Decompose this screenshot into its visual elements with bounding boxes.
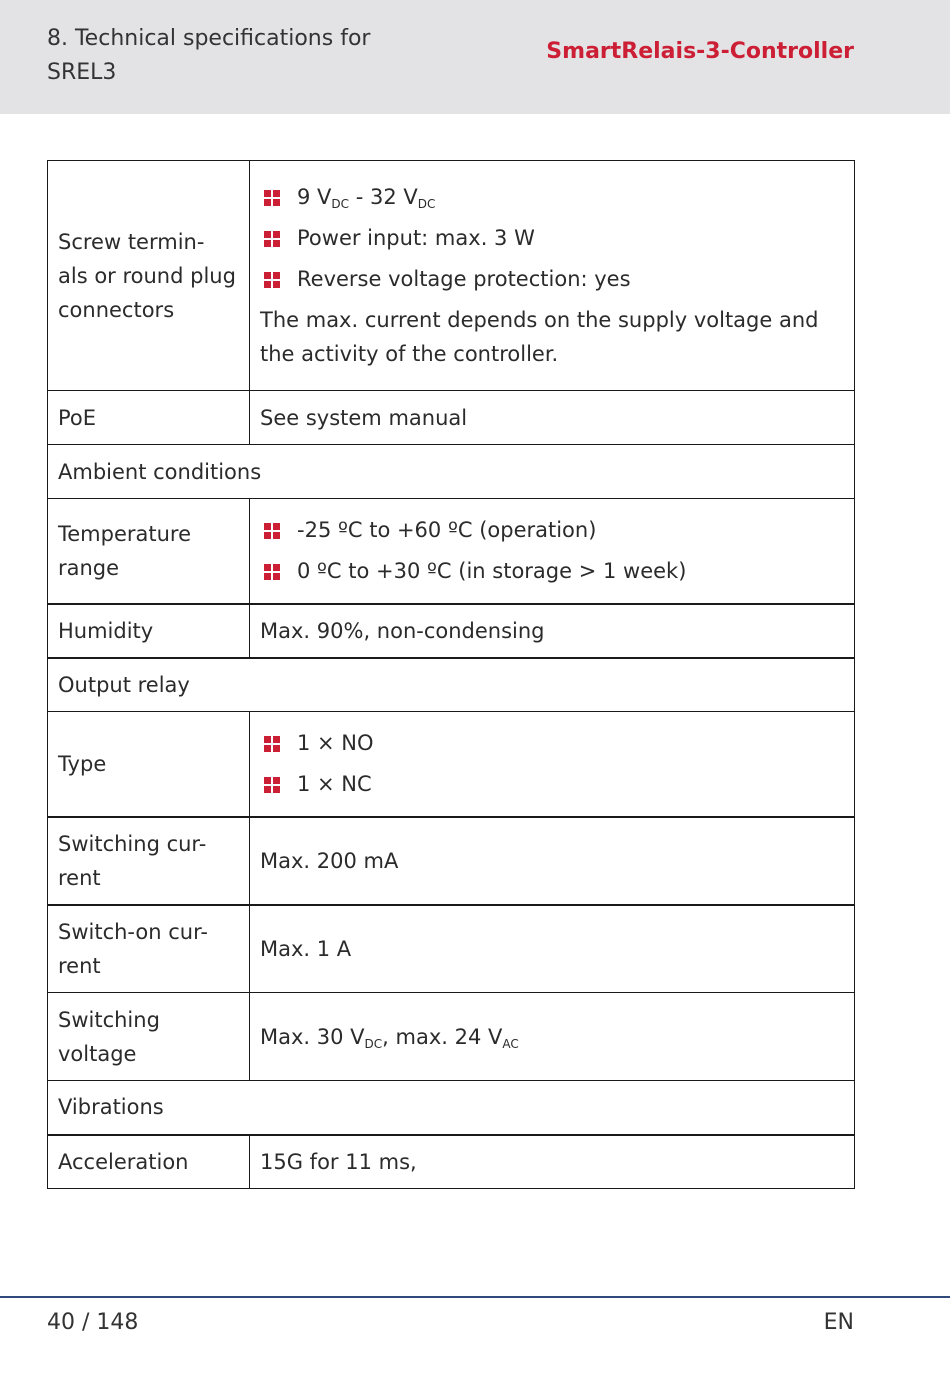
row-value-humidity: Max. 90%, non-condensing bbox=[250, 604, 855, 658]
bullet-icon bbox=[264, 272, 280, 288]
table-row bbox=[48, 161, 855, 391]
list-item: 0 ºC to +30 ºC (in storage > 1 week) bbox=[260, 554, 844, 589]
table-row bbox=[48, 712, 855, 817]
row-label-power: Screw termin- als or round plug connectors bbox=[48, 161, 250, 391]
section-row bbox=[48, 658, 855, 712]
section-output: Output relay bbox=[48, 658, 855, 712]
section-ambient: Ambient conditions bbox=[48, 445, 855, 499]
row-value-temperature bbox=[250, 499, 855, 604]
row-value-acceleration: 15G for 11 ms, bbox=[250, 1135, 855, 1189]
row-label-switching-current: Switching cur- rent bbox=[48, 817, 250, 905]
power-list bbox=[260, 180, 844, 297]
row-label-type: Type bbox=[48, 712, 250, 817]
table-row bbox=[48, 817, 855, 905]
row-value-poe: See system manual bbox=[250, 391, 855, 445]
list-item: 1 × NC bbox=[260, 767, 844, 802]
row-value-switching-current: Max. 200 mA bbox=[250, 817, 855, 905]
list-item: Power input: max. 3 W bbox=[260, 221, 844, 256]
table-row bbox=[48, 993, 855, 1081]
section-row bbox=[48, 445, 855, 499]
bullet-icon bbox=[264, 523, 280, 539]
bullet-icon bbox=[264, 777, 280, 793]
section-vibrations: Vibrations bbox=[48, 1081, 855, 1135]
bullet-icon bbox=[264, 736, 280, 752]
section-title: 8. Technical specifications for SREL3 bbox=[47, 26, 371, 85]
section-row bbox=[48, 1081, 855, 1135]
table-row bbox=[48, 604, 855, 658]
list-item: -25 ºC to +60 ºC (operation) bbox=[260, 513, 844, 548]
list-item: 1 × NO bbox=[260, 726, 844, 761]
bullet-icon bbox=[264, 190, 280, 206]
row-value-type bbox=[250, 712, 855, 817]
list-item: Reverse voltage protection: yes bbox=[260, 262, 844, 297]
row-label-switching-voltage: Switching voltage bbox=[48, 993, 250, 1081]
row-value-power bbox=[250, 161, 855, 391]
table-row bbox=[48, 499, 855, 604]
row-label-switch-on-current: Switch-on cur- rent bbox=[48, 905, 250, 993]
table-row bbox=[48, 1135, 855, 1189]
row-label-humidity: Humidity bbox=[48, 604, 250, 658]
page-number: 40 / 148 bbox=[47, 1310, 139, 1335]
bullet-icon bbox=[264, 231, 280, 247]
row-label-temperature: Temperature range bbox=[48, 499, 250, 604]
bullet-icon bbox=[264, 564, 280, 580]
table-row bbox=[48, 391, 855, 445]
language-code: EN bbox=[823, 1310, 854, 1335]
row-value-switch-on-current: Max. 1 A bbox=[250, 905, 855, 993]
product-name: SmartRelais-3-Controller bbox=[546, 39, 854, 64]
footer-divider bbox=[0, 1296, 950, 1298]
row-label-poe: PoE bbox=[48, 391, 250, 445]
list-item: 9 $V_{DC} - 32$ $V_{DC}$ bbox=[260, 180, 844, 215]
row-value-switching-voltage: Max. 30 $V_{DC}$, max. 24 $V_{AC}$ bbox=[250, 993, 855, 1081]
page-header bbox=[0, 0, 950, 114]
power-note: The max. current depends on the supply voltage and the activity of the controller. bbox=[260, 308, 819, 366]
spec-table bbox=[47, 160, 855, 1189]
table-row bbox=[48, 905, 855, 993]
row-label-acceleration: Acceleration bbox=[48, 1135, 250, 1189]
